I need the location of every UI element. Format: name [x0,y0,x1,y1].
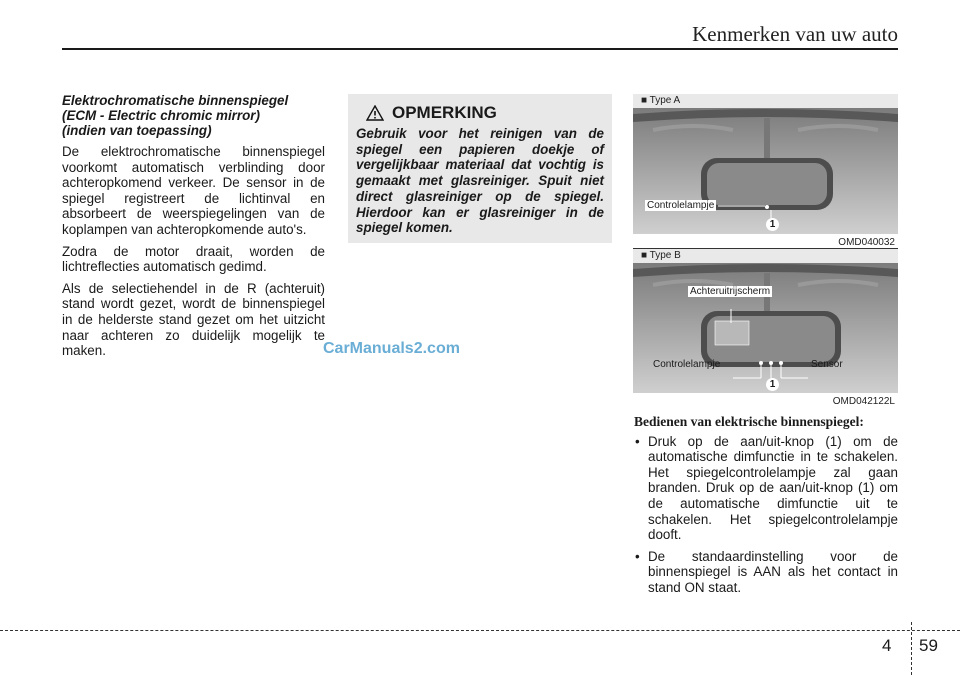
callout-number: 1 [766,218,779,231]
callout-label: Controlelampje [653,359,721,370]
operation-heading: Bedienen van elektrische binnenspiegel: [634,414,864,429]
notice-body: Gebruik voor het reinigen van de spiegel een papieren doekje of vergelijkbaar materiaal dat vochtig is gemaakt met glasreiniger. Spuit niet direct glasreiniger op de spiegel. Hierdoor kan er glasreiniger in de spiegel komen. [356,126,604,236]
footer-divider [911,622,912,675]
mirror-illustration-b [633,263,898,393]
figure-type-b [633,249,898,407]
mirror-illustration-a [633,108,898,234]
list-item: • Druk op de aan/uit-knop (1) om de automatische dimfunctie in te schakelen. Het spiegelcontrolelampje zal gaan branden. Druk op de aan/uit-knop (1) om de automatische dimfunctie uit te schakelen. Het spiegelcontrolelampje dooft. [634,434,898,543]
notice-header [366,102,604,124]
notice-box [348,94,612,243]
callout-number: 1 [766,378,779,391]
header-title: Kenmerken van uw auto [692,22,898,46]
figure-code: OMD042122L [832,396,895,407]
paragraph: Zodra de motor draait, worden de lichtreflecties automatisch gedimd. [62,243,325,275]
heading-line: (ECM - Electric chromic mirror) [62,108,260,123]
page-number: 59 [919,636,938,655]
footer-rule [0,630,960,631]
right-column [634,414,898,602]
list-item: • De standaardinstelling voor de binnenspiegel is AAN als het contact in stand ON staat. [634,549,898,596]
bullet-list [634,434,898,596]
chapter-number: 4 [882,636,892,655]
figure-type-label: ■ Type B [641,250,681,261]
figure-code: OMD040032 [838,237,895,248]
callout-label: Controlelampje [647,200,715,211]
heading-line: (indien van toepassing) [62,123,212,138]
warning-triangle-icon [366,105,384,121]
header-rule [62,48,898,50]
callout-label: Sensor [811,359,843,370]
left-column [62,93,325,365]
figure-type-bar [633,249,898,263]
paragraph: De elektrochromatische binnenspiegel voorkomt automatisch verblinding door achteropkomend verkeer. De sensor in de spiegel registreert de lichtinval en absorbeert de weerspiegelingen van de koplampen van achteropkomende auto's. [62,144,325,237]
notice-title: OPMERKING [392,103,497,122]
figure-type-a [633,94,898,248]
figure-type-label: ■ Type A [641,95,681,106]
section-heading [62,93,325,138]
callout-label: Achteruitrijscherm [690,286,771,297]
paragraph: Als de selectiehendel in de R (achteruit) stand wordt gezet, wordt de binnenspiegel in de helderste stand gezet om het uitzicht naar achteren zo duidelijk mogelijk te maken. [62,280,325,359]
heading-line: Elektrochromatische binnenspiegel [62,93,289,108]
watermark: CarManuals2.com [323,340,460,357]
figure-type-bar [633,94,898,108]
